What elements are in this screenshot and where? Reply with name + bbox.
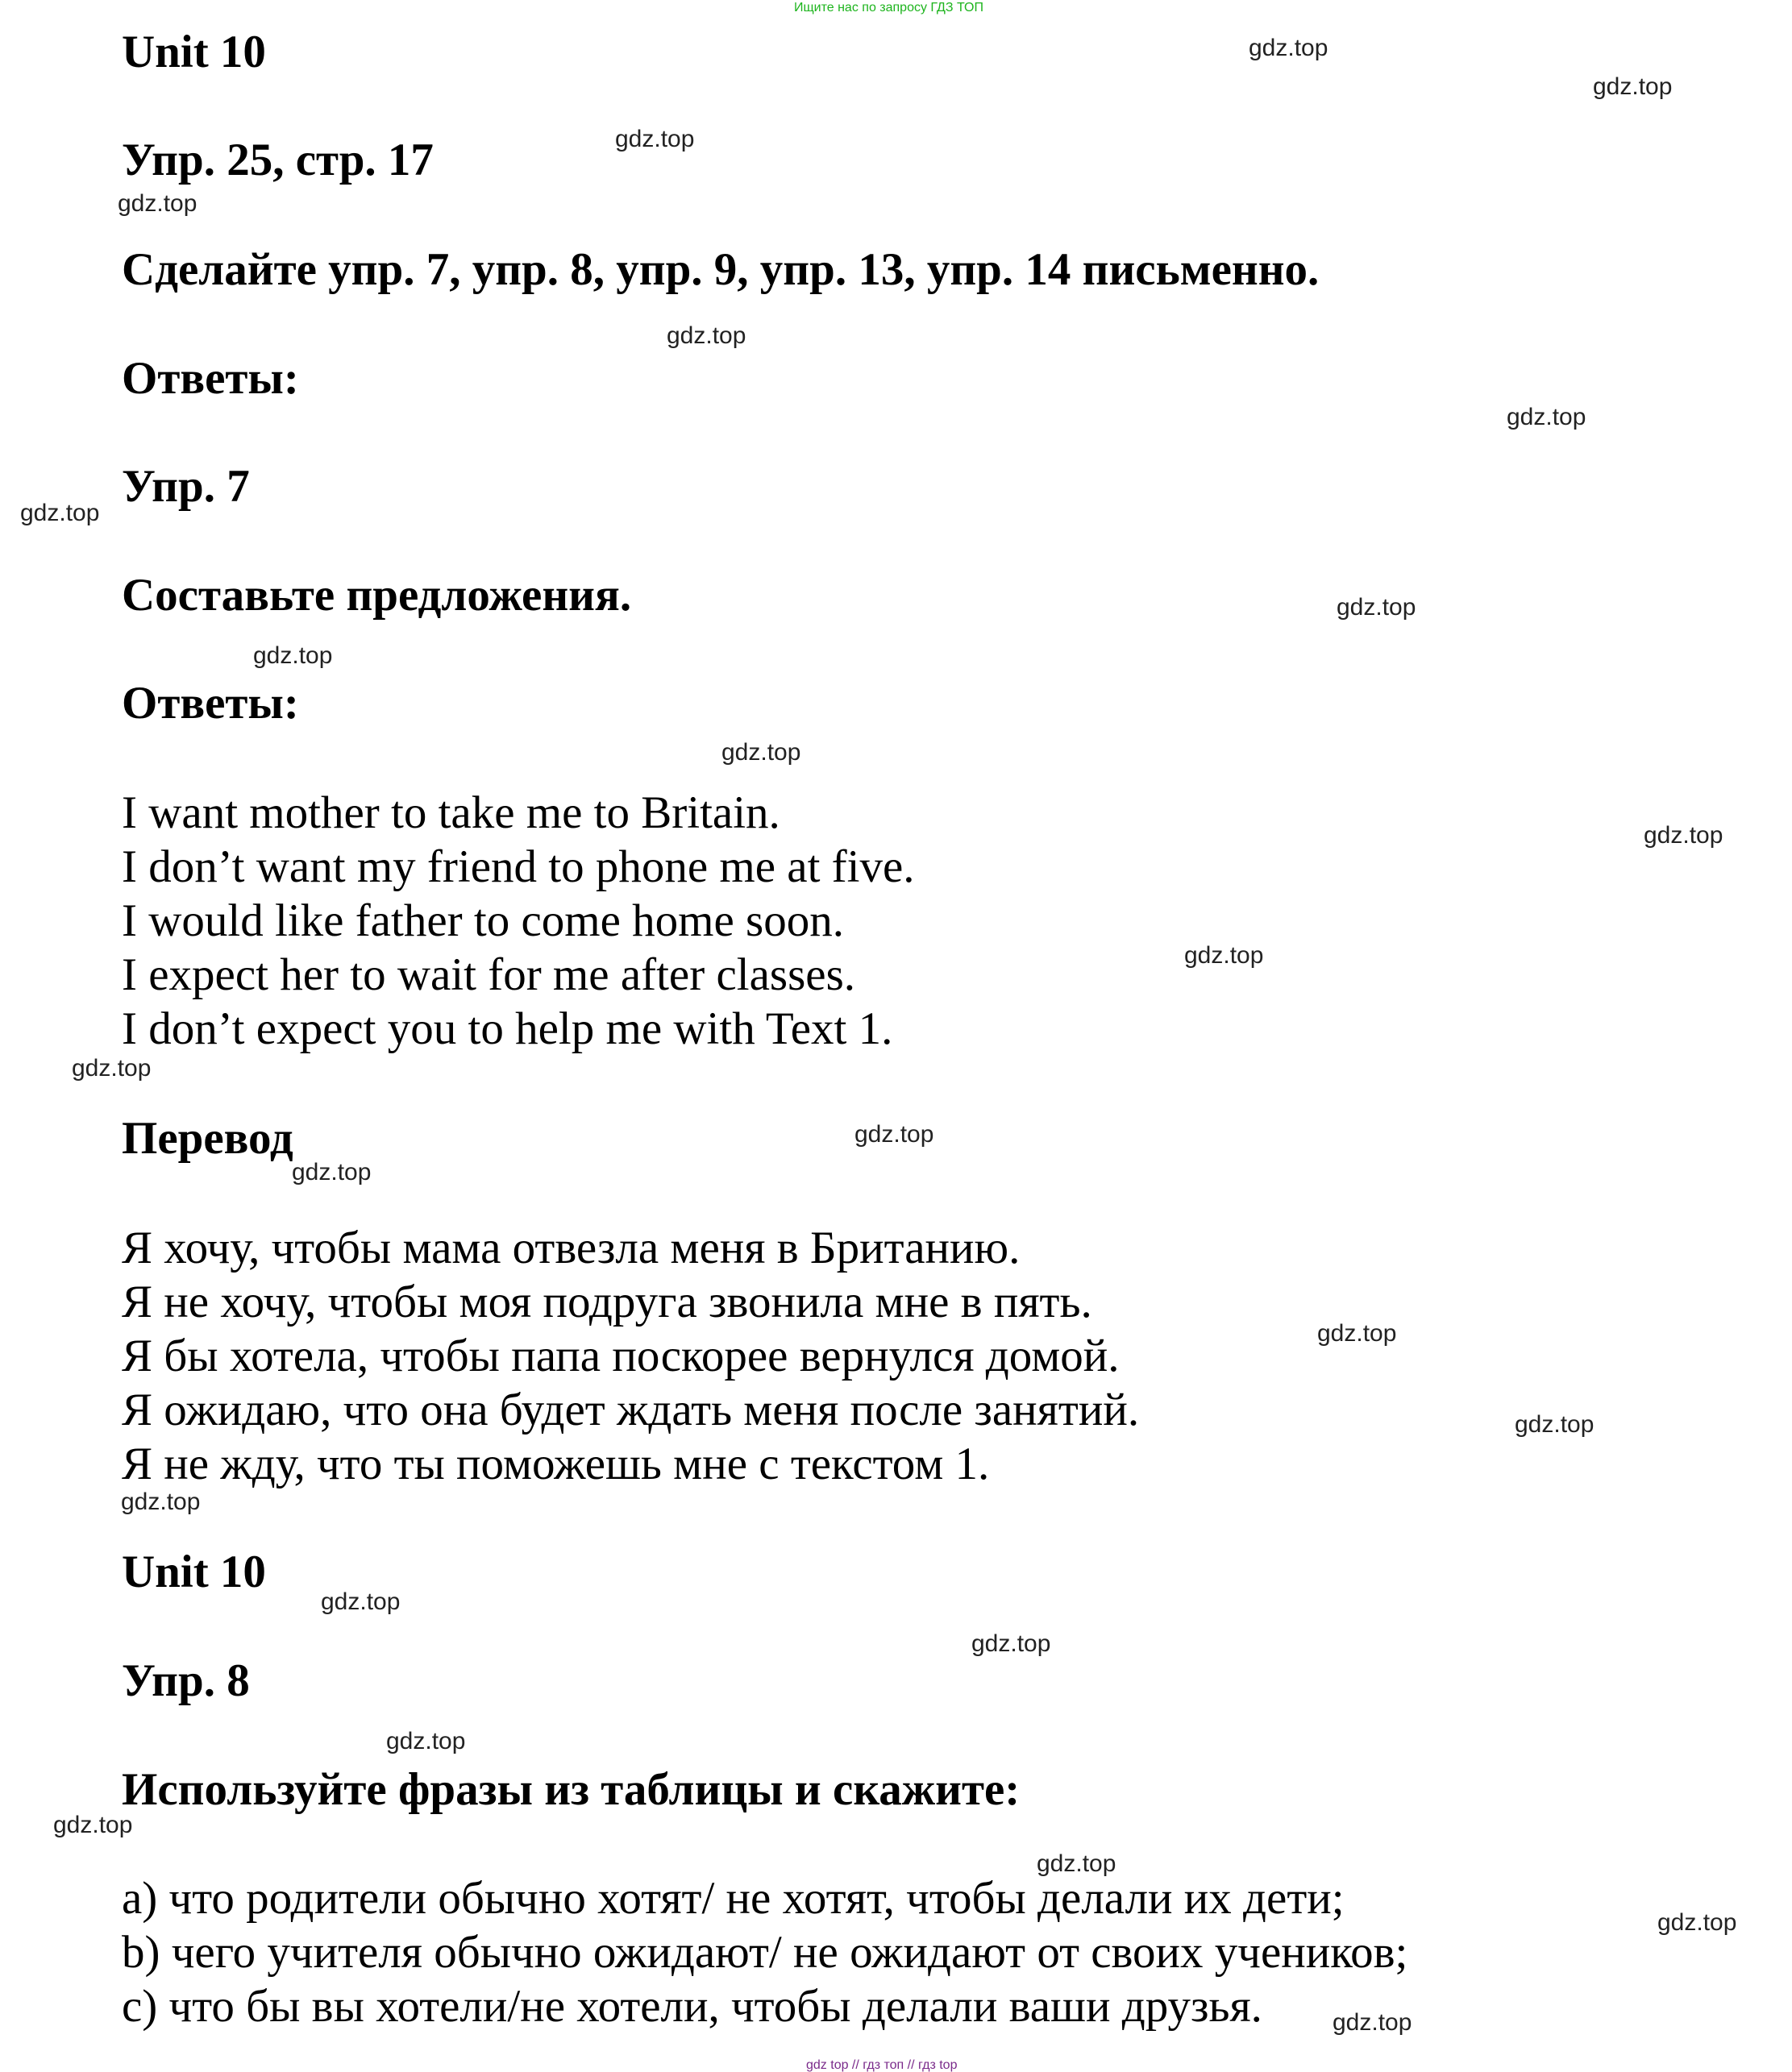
- watermark: gdz.top: [1333, 2009, 1412, 2036]
- bottom-source-note: gdz top // гдз топ // гдз top: [806, 2058, 958, 2072]
- answer-sentence: I want mother to take me to Britain.: [122, 787, 780, 838]
- task-item: a) что родители обычно хотят/ не хотят, чтобы делали их дети;: [122, 1873, 1345, 1924]
- watermark: gdz.top: [1657, 1909, 1737, 1936]
- unit-heading-2: Unit 10: [122, 1547, 266, 1597]
- watermark: gdz.top: [854, 1121, 934, 1148]
- watermark: gdz.top: [72, 1055, 152, 1082]
- translation-sentence: Я хочу, чтобы мама отвезла меня в Британию.: [122, 1223, 1021, 1273]
- watermark: gdz.top: [53, 1812, 133, 1838]
- exercise-8-heading: Упр. 8: [122, 1655, 250, 1706]
- exercise-8-task: Используйте фразы из таблицы и скажите:: [122, 1764, 1021, 1815]
- watermark: gdz.top: [615, 126, 695, 152]
- translation-sentence: Я бы хотела, чтобы папа поскорее вернулся домой.: [122, 1331, 1120, 1381]
- unit-heading: Unit 10: [122, 27, 266, 77]
- watermark: gdz.top: [292, 1159, 372, 1185]
- translation-heading: Перевод: [122, 1113, 293, 1164]
- watermark: gdz.top: [1184, 942, 1264, 969]
- watermark: gdz.top: [1037, 1850, 1116, 1877]
- watermark: gdz.top: [118, 190, 197, 217]
- translation-sentence: Я не хочу, чтобы моя подруга звонила мне в пять.: [122, 1277, 1092, 1327]
- watermark: gdz.top: [321, 1588, 401, 1615]
- watermark: gdz.top: [20, 500, 100, 526]
- answer-sentence: I don’t want my friend to phone me at five.: [122, 841, 915, 892]
- exercise-7-task: Составьте предложения.: [122, 570, 632, 621]
- answer-sentence: I don’t expect you to help me with Text 1.: [122, 1003, 893, 1054]
- answer-sentence: I expect her to wait for me after classes.: [122, 949, 855, 1000]
- watermark: gdz.top: [1644, 822, 1723, 849]
- watermark: gdz.top: [1593, 73, 1673, 100]
- watermark: gdz.top: [253, 642, 333, 669]
- watermark: gdz.top: [386, 1728, 466, 1754]
- watermark: gdz.top: [1507, 404, 1586, 430]
- translation-sentence: Я не жду, что ты поможешь мне с текстом 1.: [122, 1439, 990, 1489]
- watermark: gdz.top: [721, 739, 801, 766]
- watermark: gdz.top: [1249, 35, 1328, 61]
- watermark: gdz.top: [1337, 594, 1416, 621]
- task-text: Сделайте упр. 7, упр. 8, упр. 9, упр. 13, упр. 14 письменно.: [122, 244, 1320, 295]
- exercise-7-heading: Упр. 7: [122, 461, 250, 512]
- translation-sentence: Я ожидаю, что она будет ждать меня после занятий.: [122, 1385, 1140, 1435]
- watermark: gdz.top: [1515, 1411, 1595, 1438]
- exercise-heading: Упр. 25, стр. 17: [122, 135, 434, 185]
- task-item: b) чего учителя обычно ожидают/ не ожидают от своих учеников;: [122, 1927, 1408, 1978]
- watermark: gdz.top: [1317, 1320, 1397, 1347]
- watermark: gdz.top: [971, 1630, 1051, 1657]
- watermark: gdz.top: [121, 1489, 201, 1515]
- answers-heading: Ответы:: [122, 353, 299, 404]
- top-source-note: Ищите нас по запросу ГДЗ ТОП: [794, 1, 983, 15]
- exercise-7-answers-heading: Ответы:: [122, 678, 299, 729]
- task-item: c) что бы вы хотели/не хотели, чтобы делали ваши друзья.: [122, 1981, 1262, 2032]
- watermark: gdz.top: [667, 322, 746, 349]
- answer-sentence: I would like father to come home soon.: [122, 895, 844, 946]
